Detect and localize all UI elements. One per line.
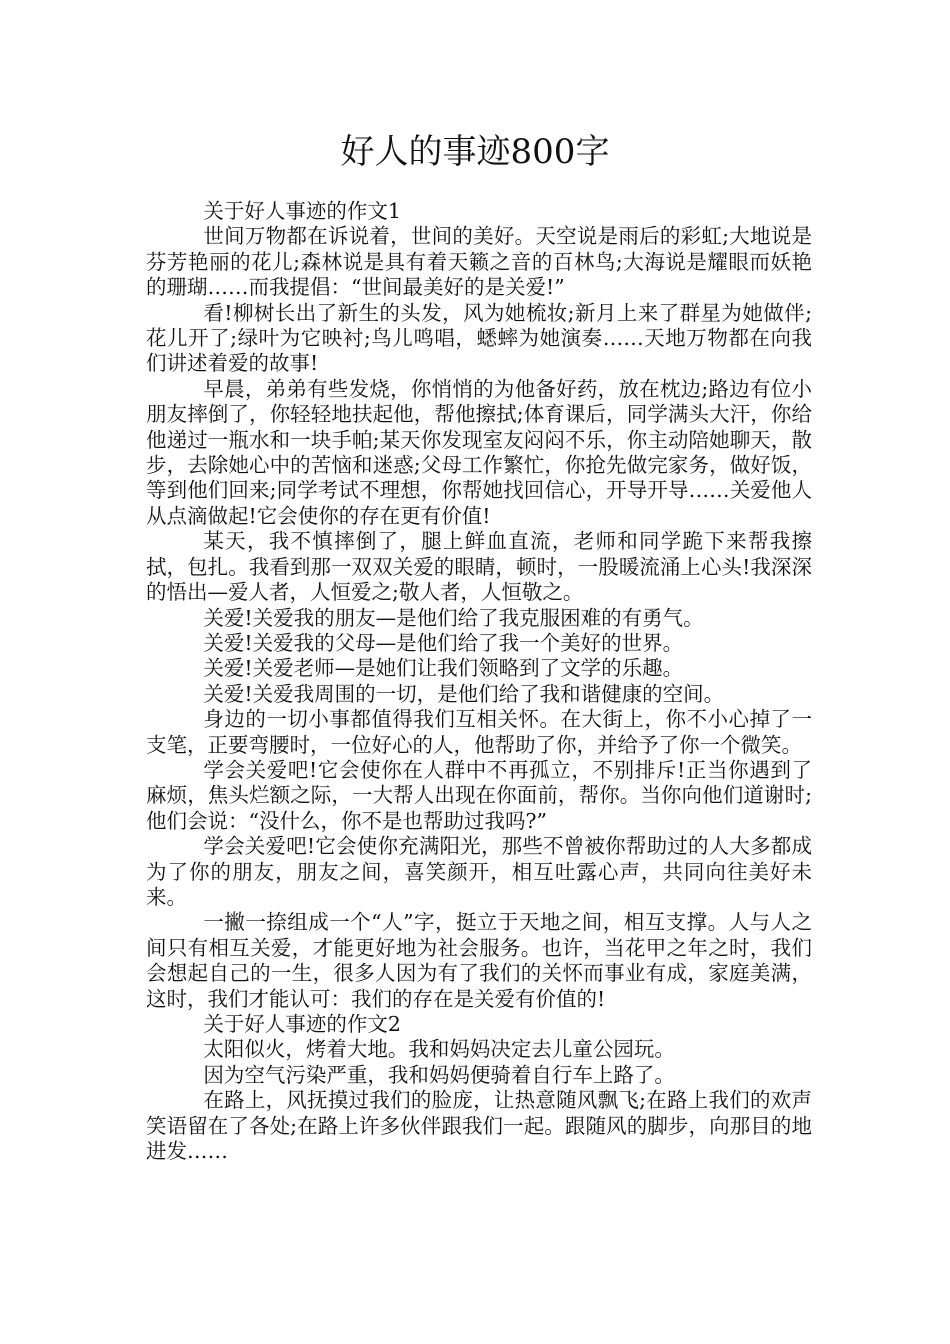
section-2 <box>146 1012 812 1164</box>
section-heading: 关于好人事迹的作文2 <box>203 1012 401 1036</box>
paragraph: 学会关爱吧!它会使你在人群中不再孤立，不别排斥!正当你遇到了麻烦，焦头烂额之际，一大帮人出现在你面前，帮你。当你向他们道谢时;他们会说：“没什么，你不是也帮助过我吗?” <box>146 757 812 833</box>
paragraph: 早晨，弟弟有些发烧，你悄悄的为他备好药，放在枕边;路边有位小朋友摔倒了，你轻轻地扶起他，帮他擦拭;体育课后，同学满头大汗，你给他递过一瓶水和一块手帕;某天你发现室友闷闷不乐，你主动陪她聊天，散步，去除她心中的苦恼和迷惑;父母工作繁忙，你抢先做完家务，做好饭，等到他们回来;同学考试不理想，你帮她找回信心，开导开导……关爱他人从点滴做起!它会使你的存在更有价值! <box>146 376 812 528</box>
paragraph: 身边的一切小事都值得我们互相关怀。在大街上，你不小心掉了一支笔，正要弯腰时，一位好心的人，他帮助了你，并给予了你一个微笑。 <box>146 707 812 757</box>
paragraph: 一撇一捺组成一个“人”字，挺立于天地之间，相互支撑。人与人之间只有相互关爱，才能更好地为社会服务。也许，当花甲之年之时，我们会想起自己的一生，很多人因为有了我们的关怀而事业有成，家庭美满，这时，我们才能认可：我们的存在是关爱有价值的! <box>146 910 812 1011</box>
paragraph: 学会关爱吧!它会使你充满阳光，那些不曾被你帮助过的人大多都成为了你的朋友，朋友之间，喜笑颜开，相互吐露心声，共同向往美好未来。 <box>146 834 812 909</box>
paragraph: 世间万物都在诉说着，世间的美好。天空说是雨后的彩虹;大地说是芬芳艳丽的花儿;森林说是具有着天籁之音的百林鸟;大海说是耀眼而妖艳的珊瑚……而我提倡：“世间最美好的是关爱!” <box>146 224 812 300</box>
paragraph: 太阳似火，烤着大地。我和妈妈决定去儿童公园玩。 <box>203 1037 675 1062</box>
paragraph: 关爱!关爱我的父母—是他们给了我一个美好的世界。 <box>203 630 684 655</box>
paragraph: 某天，我不慎摔倒了，腿上鲜血直流，老师和同学跪下来帮我擦拭，包扎。我看到那一双双关爱的眼睛，顿时，一股暖流涌上心头!我深深的悟出—爱人者，人恒爱之;敬人者，人恒敬之。 <box>146 529 812 605</box>
document-title: 好人的事迹800字 <box>340 132 610 172</box>
paragraph: 关爱!关爱老师—是她们让我们领略到了文学的乐趣。 <box>203 656 684 681</box>
paragraph: 因为空气污染严重，我和妈妈便骑着自行车上路了。 <box>203 1062 675 1087</box>
document-body <box>146 199 812 1164</box>
paragraph: 在路上，风抚摸过我们的脸庞，让热意随风飘飞;在路上我们的欢声笑语留在了各处;在路上许多伙伴跟我们一起。跟随风的脚步，向那目的地进发…… <box>146 1088 812 1164</box>
paragraph: 关爱!关爱我周围的一切，是他们给了我和谐健康的空间。 <box>203 681 725 706</box>
paragraph: 关爱!关爱我的朋友—是他们给了我克服困难的有勇气。 <box>203 605 704 630</box>
section-heading: 关于好人事迹的作文1 <box>203 199 401 223</box>
paragraph: 看!柳树长出了新生的头发，风为她梳妆;新月上来了群星为她做伴;花儿开了;绿叶为它映衬;鸟儿鸣唱，蟋蟀为她演奏……天地万物都在向我们讲述着爱的故事! <box>146 300 812 376</box>
section-1 <box>146 199 812 1012</box>
